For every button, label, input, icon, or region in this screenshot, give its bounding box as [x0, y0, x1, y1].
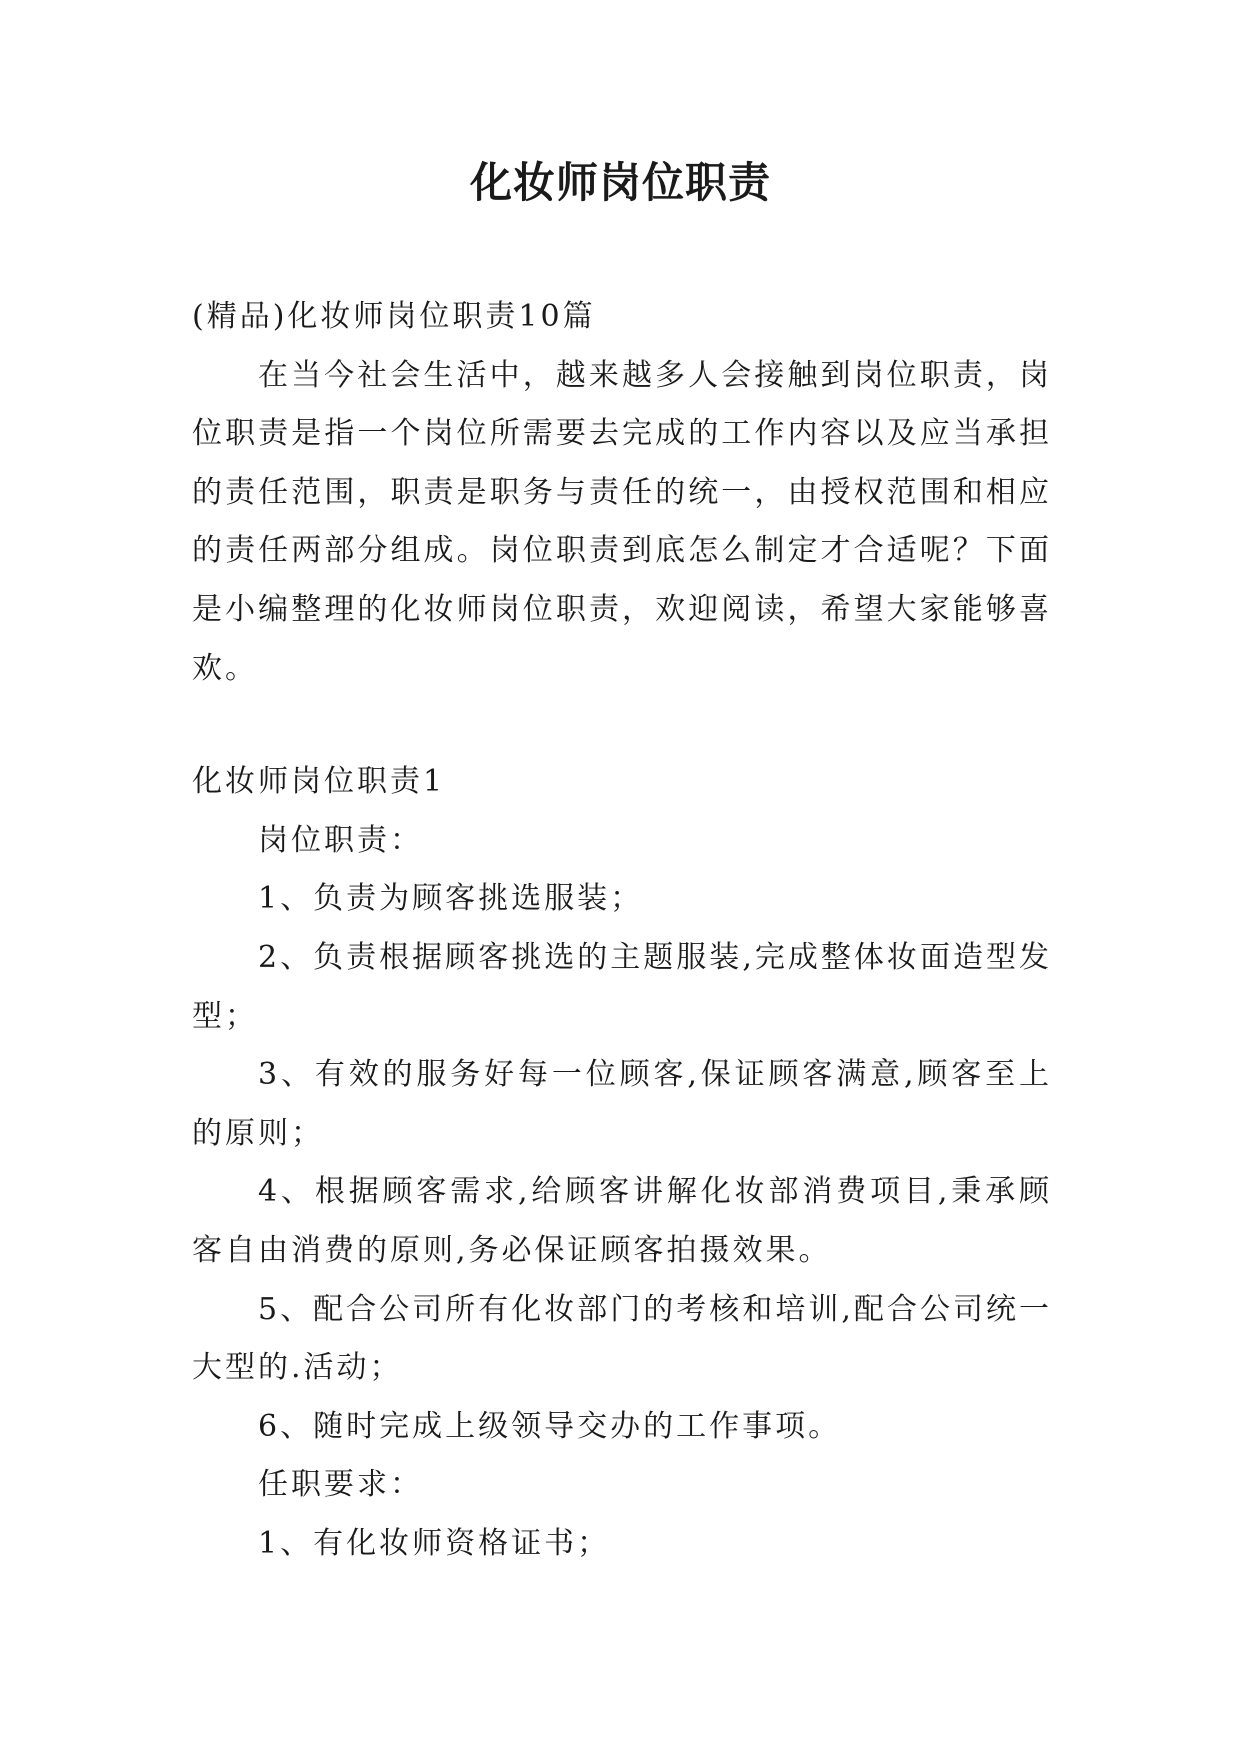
duty-item: 6、随时完成上级领导交办的工作事项。 [258, 1408, 842, 1444]
section-heading: 化妆师岗位职责1 [192, 764, 446, 800]
duties-label: 岗位职责： [258, 822, 423, 858]
requirement-item: 1、有化妆师资格证书； [258, 1525, 611, 1561]
requirements-label: 任职要求： [258, 1467, 423, 1503]
duty-item: 1、负责为顾客挑选服装； [258, 881, 644, 917]
document-body [192, 288, 1052, 1573]
document-title: 化妆师岗位职责 [469, 158, 771, 207]
duty-item: 2、负责根据顾客挑选的主题服装,完成整体妆面造型发型； [192, 939, 1052, 1034]
section-spacer [192, 698, 1052, 753]
duty-item: 3、有效的服务好每一位顾客,保证顾客满意,顾客至上的原则； [192, 1057, 1052, 1151]
duty-item: 5、配合公司所有化妆部门的考核和培训,配合公司统一大型的.活动； [192, 1291, 1052, 1386]
document-subtitle: (精品)化妆师岗位职责10篇 [192, 299, 596, 334]
intro-paragraph: 在当今社会生活中，越来越多人会接触到岗位职责，岗位职责是指一个岗位所需要去完成的工作内容以及应当承担的责任范围，职责是职务与责任的统一，由授权范围和相应的责任两部分组成。岗位职责到底怎么制定才合适呢？下面是小编整理的化妆师岗位职责，欢迎阅读，希望大家能够喜欢。 [192, 357, 1052, 686]
duty-item: 4、根据顾客需求,给顾客讲解化妆部消费项目,秉承顾客自由消费的原则,务必保证顾客拍摄效果。 [192, 1174, 1052, 1268]
